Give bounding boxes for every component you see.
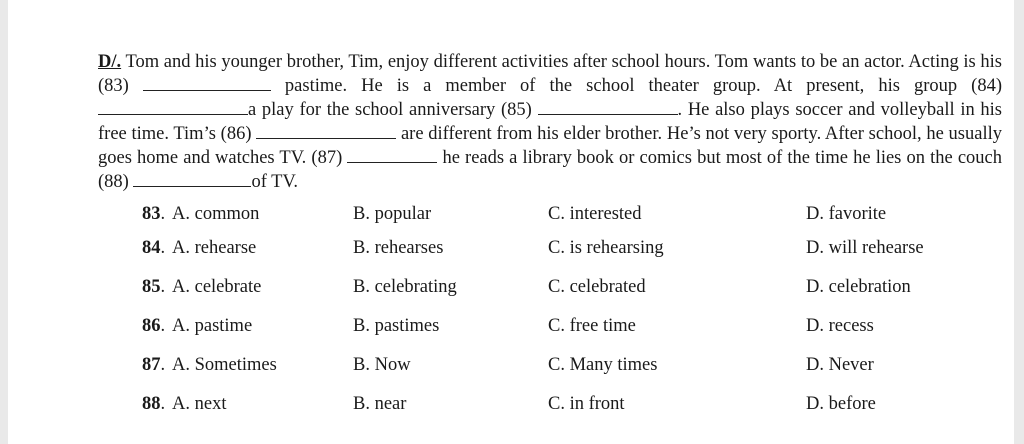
option-c[interactable]: C. interested [548,204,642,224]
option-a[interactable]: A. celebrate [172,277,262,297]
option-d[interactable]: D. favorite [806,204,887,224]
option-c[interactable]: C. celebrated [548,277,646,297]
question-number: 84 [142,238,161,258]
option-d[interactable]: D. Never [806,355,874,375]
option-c[interactable]: C. in front [548,394,625,414]
passage-text: pastime. He is a member of the school theater group. At present, his group (84) [270,76,1002,96]
option-d[interactable]: D. recess [806,316,874,336]
question-row-84: 84. A. rehearse B. rehearses C. is rehearsing D. will rehearse [8,235,1014,261]
option-b[interactable]: B. near [353,394,407,414]
question-row-87: 87. A. Sometimes B. Now C. Many times D. Never [8,352,1014,378]
option-d[interactable]: D. before [806,394,876,414]
option-a[interactable]: A. rehearse [172,238,257,258]
passage-text: a play for the school anniversary (85) [248,100,538,120]
option-c[interactable]: C. Many times [548,355,658,375]
option-d[interactable]: D. celebration [806,277,911,297]
option-a[interactable]: A. Sometimes [172,355,277,375]
question-number: 83 [142,204,161,224]
option-a[interactable]: A. next [172,394,227,414]
option-b[interactable]: B. celebrating [353,277,457,297]
answer-options [8,0,1014,444]
question-row-88: 88. A. next B. near C. in front D. before [8,391,1014,417]
passage-text: Tom and his younger brother, Tim, enjoy different activities after school hours. Tom wants to be an actor. Acting is his (83) [98,52,1002,96]
option-d[interactable]: D. will rehearse [806,238,924,258]
option-c[interactable]: C. free time [548,316,636,336]
question-number: 86 [142,316,161,336]
option-b[interactable]: B. pastimes [353,316,440,336]
option-c[interactable]: C. is rehearsing [548,238,664,258]
passage-text: . He also plays soccer and volleyball in his free time. Tim’s (86) [98,100,1002,144]
passage-text: of TV. [251,172,299,192]
question-number: 88 [142,394,161,414]
question-row-83: 83. A. common B. popular C. interested D. favorite [8,201,1014,227]
option-b[interactable]: B. Now [353,355,411,375]
option-b[interactable]: B. rehearses [353,238,444,258]
question-number: 87 [142,355,161,375]
passage-text: are different from his elder brother. He’s not very sporty. After school, he usually goes home and watches TV. (87) [98,124,1002,168]
question-row-85: 85. A. celebrate B. celebrating C. celebrated D. celebration [8,274,1014,300]
option-a[interactable]: A. pastime [172,316,253,336]
option-a[interactable]: A. common [172,204,260,224]
section-marker: D/. [98,52,122,72]
question-number: 85 [142,277,161,297]
worksheet-page [8,0,1014,444]
option-b[interactable]: B. popular [353,204,432,224]
question-row-86: 86. A. pastime B. pastimes C. free time D. recess [8,313,1014,339]
passage-text: he reads a library book or comics but most of the time he lies on the couch (88) [98,148,1002,192]
